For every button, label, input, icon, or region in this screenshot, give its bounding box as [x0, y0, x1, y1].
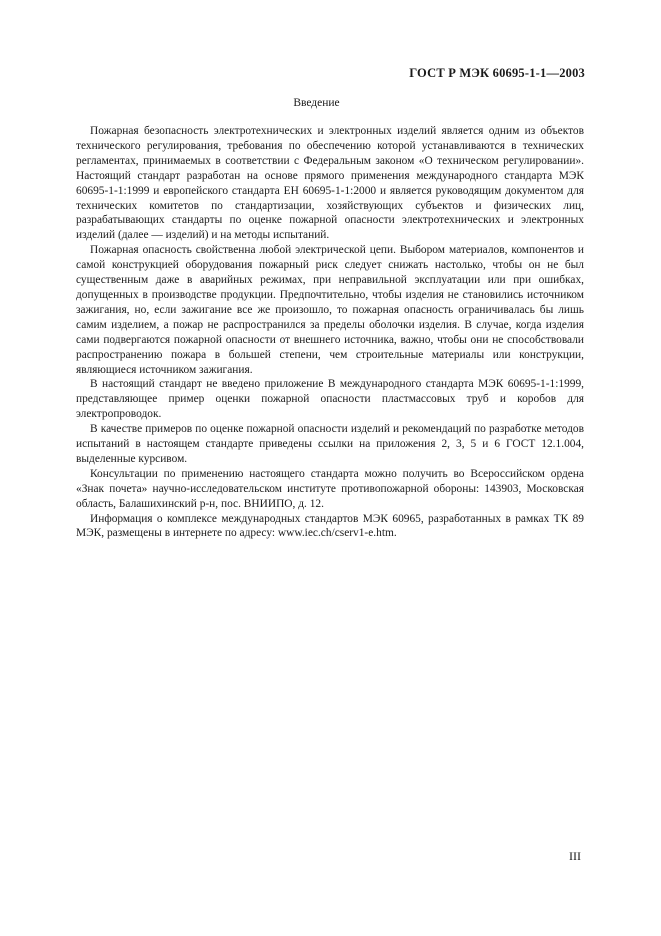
paragraph: Пожарная безопасность электротехнических и электронных изделий является одним из объектов технического регулирования, требования по обеспечению которой устанавливаются в технических регламентах, принимаемых в соответствии с Федеральным законом «О техническом регулировании». Настоящий стандарт разработан на основе прямого применения международного стандарта МЭК 60695-1-1:1999 и европейского стандарта ЕН 60695-1-1:2000 и является руководящим документом для технических комитетов по стандартизации, хозяйствующих субъектов и физических лиц, разрабатывающих стандарты по оценке пожарной опасности электротехнических и электронных изделий (далее — изделий) и на методы испытаний. [76, 125, 584, 242]
paragraph: В качестве примеров по оценке пожарной опасности изделий и рекомендаций по разработке методов испытаний в настоящем стандарте приведены ссылки на приложения 2, 3, 5 и 6 ГОСТ 12.1.004, выделенные курсивом. [76, 423, 584, 465]
standard-header: ГОСТ Р МЭК 60695-1-1—2003 [409, 66, 585, 80]
paragraph: Консультации по применению настоящего стандарта можно получить во Всероссийском ордена «Знак почета» научно-исследовательском институте противопожарной обороны: 143903, Московская область, Балашихинский р-н, пос. ВНИИПО, д. 12. [76, 467, 584, 510]
paragraph: Пожарная опасность свойственна любой электрической цепи. Выбором материалов, компонентов и самой конструкцией оборудования пожарный риск следует снижать настолько, чтобы он не был существенным даже в аварийных режимах, при неправильной эксплуатации или при ошибках, допущенных в производстве продукции. Предпочтительно, чтобы изделия не становились источником зажигания, но, если зажигание все же произошло, то пожарная опасность ограничивалась бы лишь самим изделием, а пожар не распространился за пределы оболочки изделия. В случае, когда изделия сами подвергаются пожарной опасности от внешнего источника, важно, чтобы они не способствовали распространению пожара в большей степени, чем строительные материалы или конструкции, являющиеся источником зажигания. [76, 244, 584, 376]
page-number: III [569, 849, 581, 863]
paragraph: Информация о комплексе международных стандартов МЭК 60965, разработанных в рамках ТК 89 МЭК, размещены в интернете по адресу: www.iec.ch/cserv1-e.htm. [76, 512, 584, 540]
body-text [76, 124, 584, 541]
paragraph: В настоящий стандарт не введено приложение В международного стандарта МЭК 60695-1-1:1999, представляющее пример оценки пожарной опасности пластмассовых труб и коробов для электропроводок. [76, 378, 584, 421]
section-title: Введение [293, 97, 340, 109]
